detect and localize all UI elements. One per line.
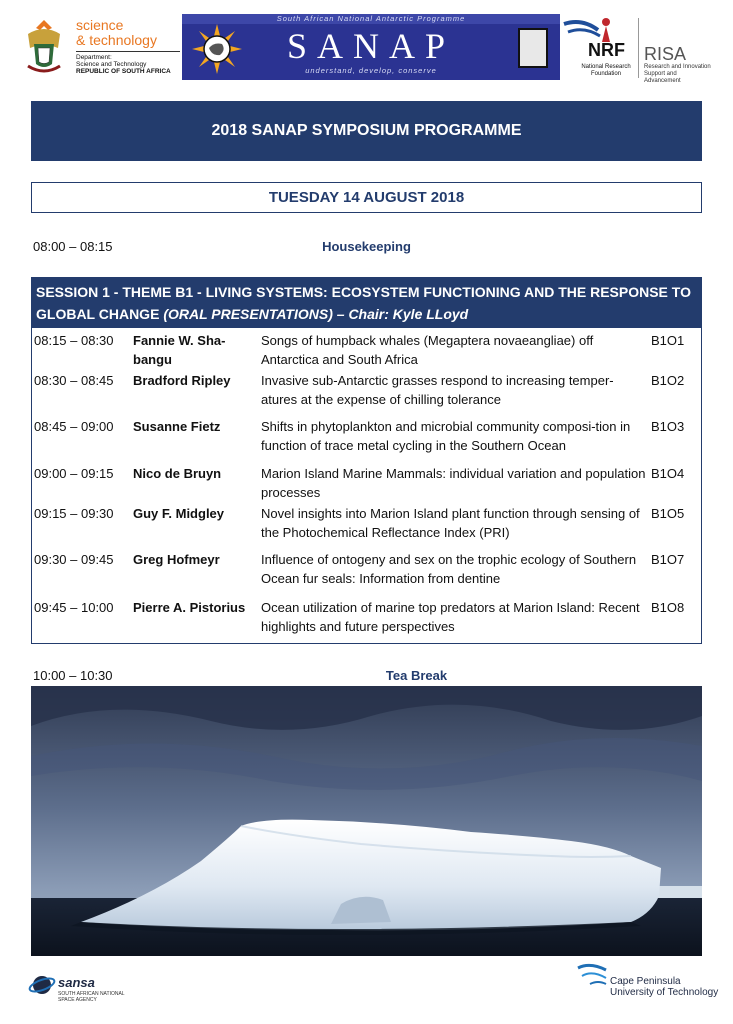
sansa-sub-line-1: SOUTH AFRICAN NATIONAL <box>58 991 125 997</box>
dst-department-label: Department: <box>76 54 112 61</box>
speaker-name: Susanne Fietz <box>133 419 221 434</box>
talk-time: 09:30 – 09:45 <box>34 552 114 567</box>
sansa-logo <box>28 967 128 1007</box>
risa-full-name <box>644 64 712 85</box>
talk-time: 08:45 – 09:00 <box>34 419 114 434</box>
talk-time: 08:30 – 08:45 <box>34 373 114 388</box>
dst-department-name: Science and Technology <box>76 61 147 68</box>
speaker-name: Bradford Ripley <box>133 373 231 388</box>
housekeeping-time: 08:00 – 08:15 <box>33 239 113 254</box>
speaker-name: Guy F. Midgley <box>133 506 225 521</box>
dst-technology-text: & technology <box>76 32 157 48</box>
sansa-orbit-icon <box>28 971 56 999</box>
cput-wave-icon <box>576 962 610 988</box>
session-heading-main: SESSION 1 - THEME B1 - LIVING SYSTEMS: ECOSYSTEM FUNCTIONING AND THE RESPONSE TO GLOBAL CHANGE <box>36 284 691 322</box>
dst-divider <box>76 51 180 52</box>
talk-code: B1O7 <box>651 552 685 567</box>
dst-science-text: science <box>76 17 124 33</box>
speaker-name: Fannie W. Sha-bangu <box>133 333 226 367</box>
sansa-sub-line-2: SPACE AGENCY <box>58 997 97 1003</box>
dst-country: REPUBLIC OF SOUTH AFRICA <box>76 68 171 75</box>
day-heading: TUESDAY 14 AUGUST 2018 <box>31 182 702 213</box>
talk-title: Songs of humpback whales (Megaptera novaeangliae) off Antarctica and South Africa <box>261 333 594 367</box>
iceberg-photo <box>31 686 702 956</box>
talk-code: B1O2 <box>651 373 685 388</box>
tea-break-label: Tea Break <box>385 668 448 683</box>
cput-name-line-2: University of Technology <box>610 987 719 998</box>
speaker-name: Pierre A. Pistorius <box>133 600 246 615</box>
nrf-full-name <box>576 64 636 78</box>
sansa-subtitle <box>58 991 125 1003</box>
talk-code: B1O1 <box>651 333 685 348</box>
cput-name-line-1: Cape Peninsula <box>610 976 681 987</box>
coat-of-arms-icon <box>22 18 66 74</box>
tea-break-time: 10:00 – 10:30 <box>33 668 113 683</box>
speaker-name: Greg Hofmeyr <box>133 552 220 567</box>
nrf-sub-line-2: Foundation <box>590 71 622 77</box>
dst-logo <box>22 14 182 80</box>
programme-title: 2018 SANAP SYMPOSIUM PROGRAMME <box>31 101 702 161</box>
nrf-sub-line-1: National Research <box>581 64 631 70</box>
speaker-name: Nico de Bruyn <box>133 466 222 481</box>
talk-title: Marion Island Marine Mammals: individual variation and population processes <box>261 466 646 500</box>
talk-title: Invasive sub-Antarctic grasses respond to increasing temper-atures at the expense of chilling tolerance <box>261 373 614 407</box>
talk-time: 09:00 – 09:15 <box>34 466 114 481</box>
housekeeping-label: Housekeeping <box>322 239 411 254</box>
cput-logo <box>576 962 719 1007</box>
nrf-risa-logo <box>562 14 712 82</box>
sanap-badge-icon <box>518 28 548 68</box>
sansa-wordmark: sansa <box>58 975 95 990</box>
talk-title: Ocean utilization of marine top predators at Marion Island: Recent highlights and future perspectives <box>261 600 640 634</box>
sanap-wordmark: SANAP <box>286 26 456 66</box>
talk-time: 09:45 – 10:00 <box>34 600 114 615</box>
session-heading <box>32 278 701 328</box>
talk-title: Influence of ontogeny and sex on the trophic ecology of Southern Ocean fur seals: Information from dentine <box>261 552 637 586</box>
session-heading-format: (ORAL PRESENTATIONS) <box>163 306 333 322</box>
risa-sub-line-1: Research and Innovation <box>644 64 711 70</box>
talk-title: Novel insights into Marion Island plant function through sensing of the Photochemical Reflectance Index (PRI) <box>261 506 640 540</box>
sanap-tagline: understand, develop, conserve <box>305 66 437 75</box>
talk-code: B1O5 <box>651 506 685 521</box>
sanap-logo <box>182 14 560 80</box>
nrf-divider <box>638 18 639 78</box>
talk-code: B1O4 <box>651 466 685 481</box>
risa-acronym: RISA <box>644 44 687 64</box>
header-logos <box>0 0 733 90</box>
nrf-acronym: NRF <box>588 40 625 60</box>
talk-time: 08:15 – 08:30 <box>34 333 114 348</box>
talk-code: B1O8 <box>651 600 685 615</box>
sanap-programme-name: South African National Antarctic Programme <box>276 14 466 23</box>
session-heading-chair: – Chair: Kyle LLoyd <box>332 306 469 322</box>
talk-code: B1O3 <box>651 419 685 434</box>
risa-sub-line-2: Support and Advancement <box>644 71 681 84</box>
talk-title: Shifts in phytoplankton and microbial community composi-tion in function of trace metal cycling in the Southern Ocean <box>261 419 631 453</box>
session-table <box>31 277 702 644</box>
talk-time: 09:15 – 09:30 <box>34 506 114 521</box>
